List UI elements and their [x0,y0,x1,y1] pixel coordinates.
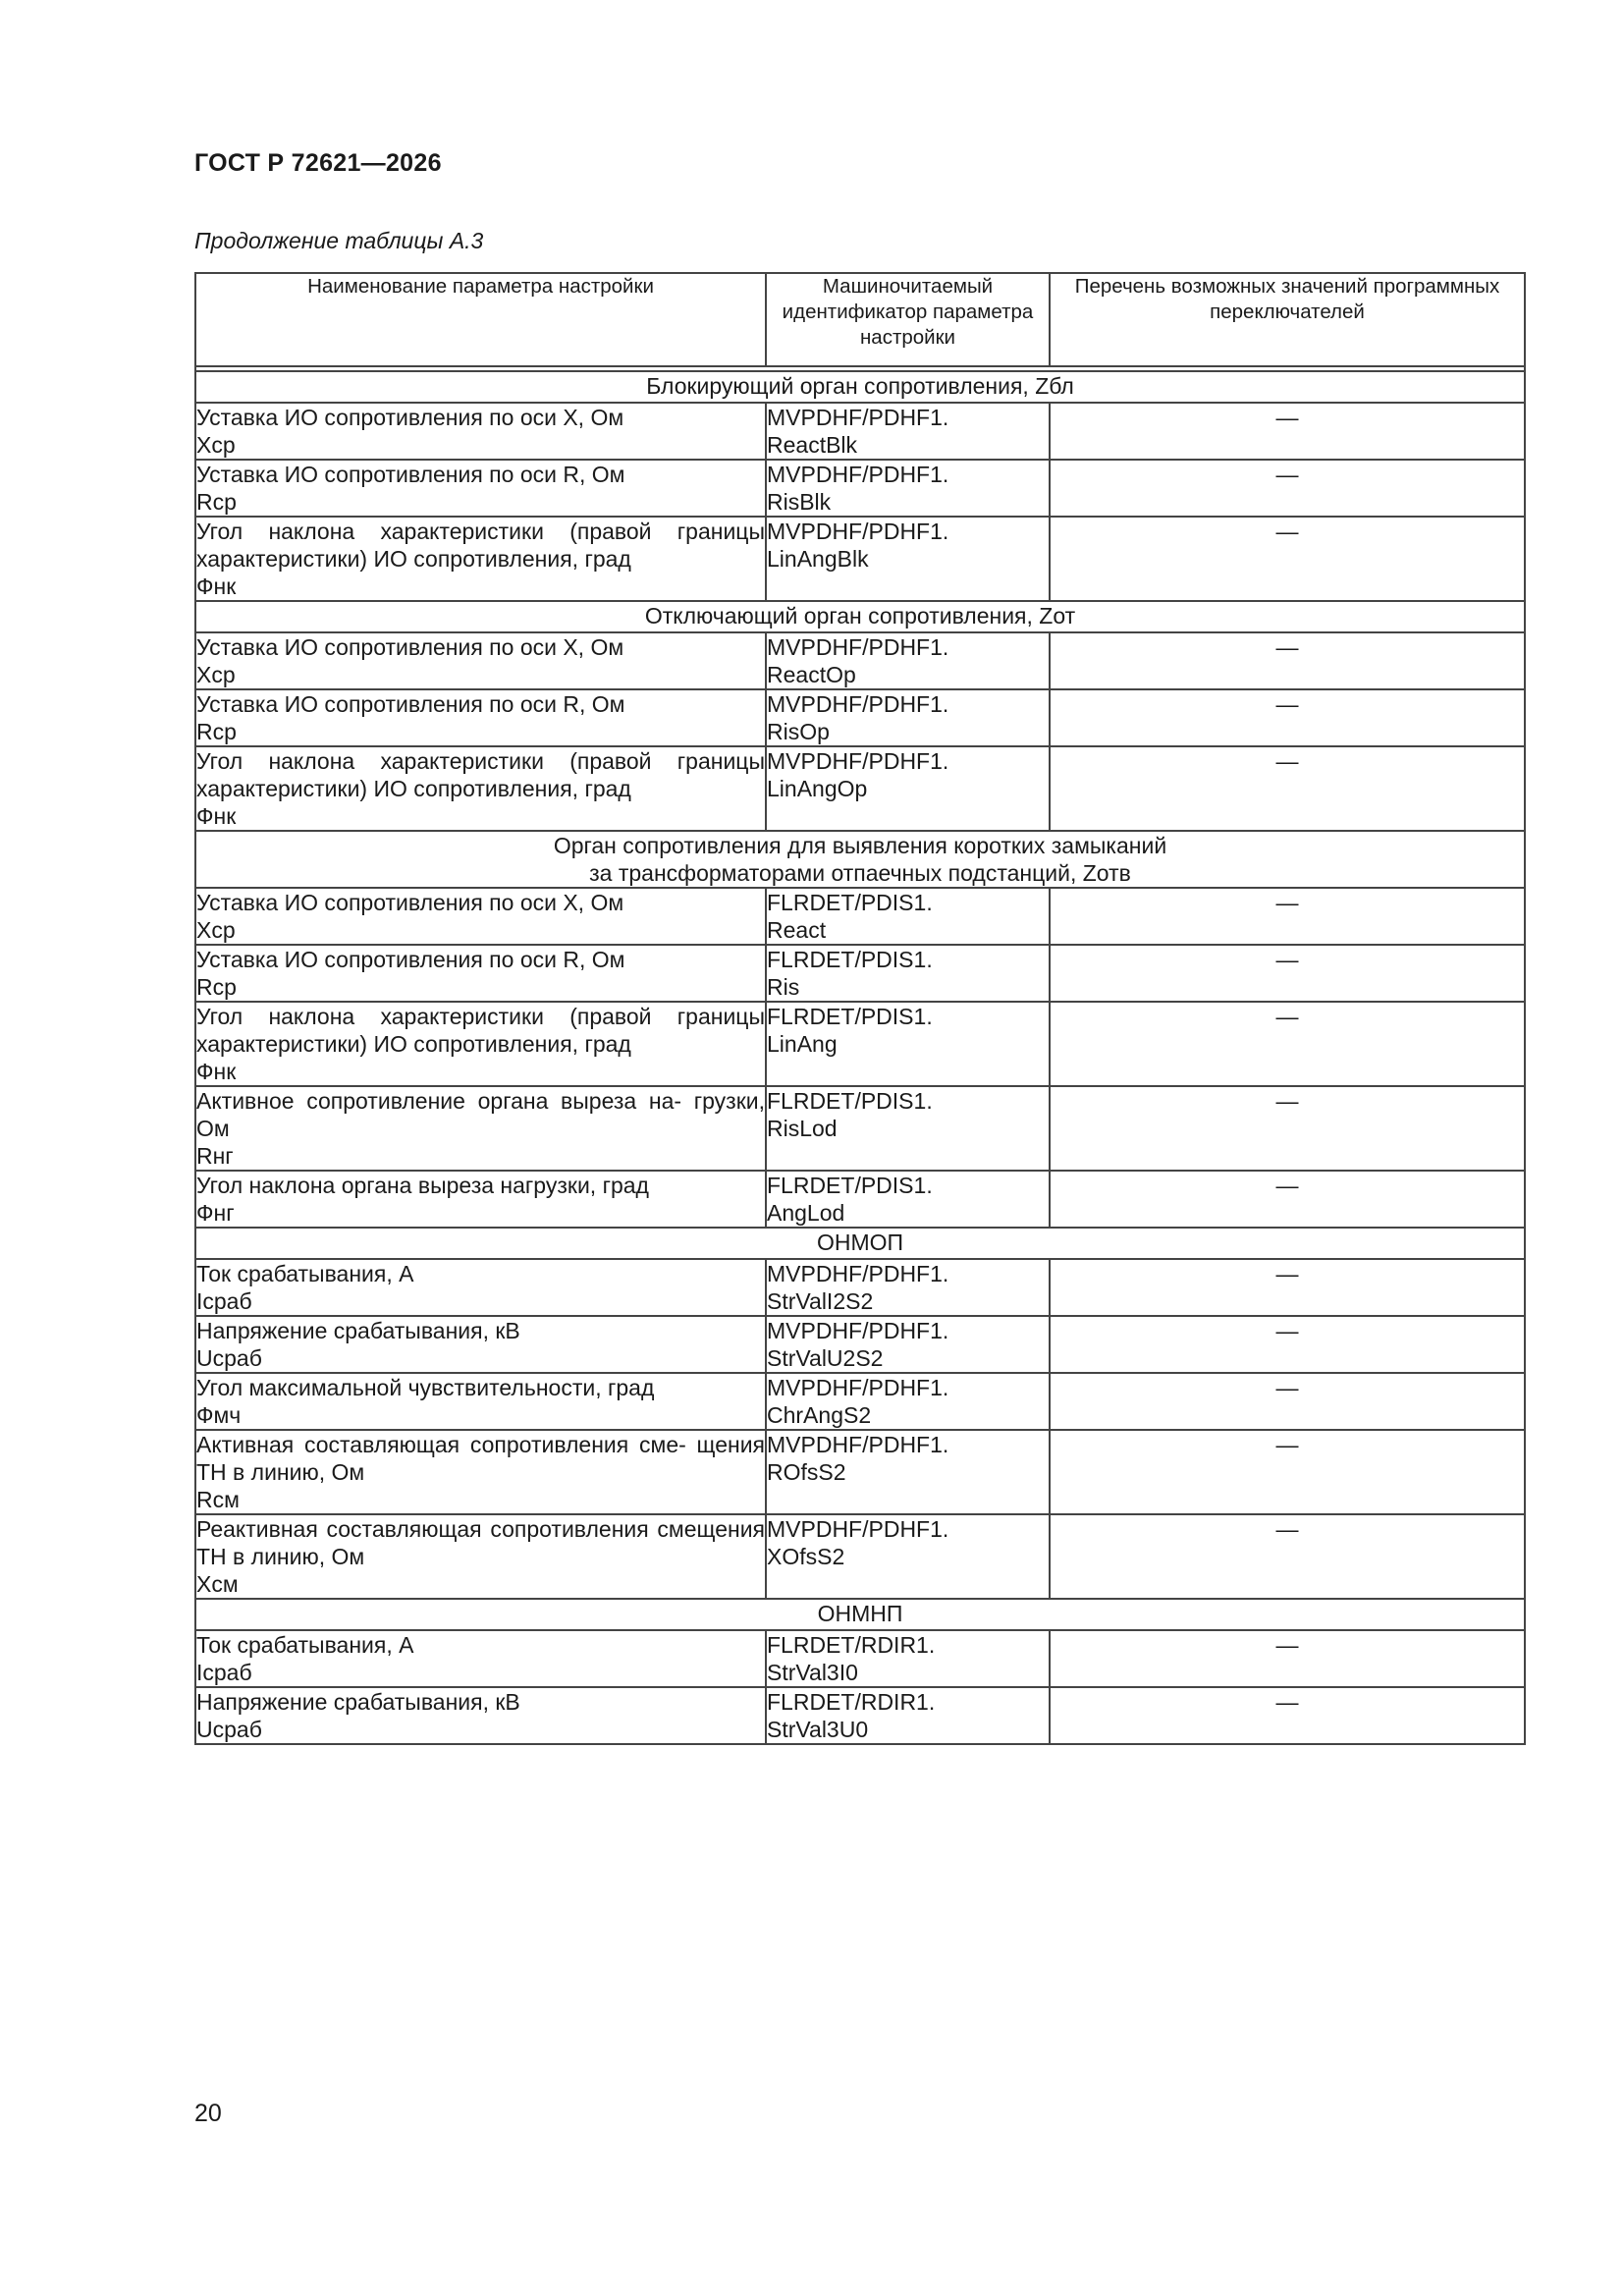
parameter-name-cell [195,689,766,746]
parameter-symbol: Rср [196,974,237,1000]
parameter-symbol: Uсраб [196,1345,262,1371]
section-row [195,601,1525,632]
parameter-name-cell [195,403,766,460]
parameter-name: Уставка ИО сопротивления по оси X, Ом [196,890,624,915]
parameter-symbol: Фнк [196,1059,237,1084]
identifier-attribute: ROfsS2 [767,1459,846,1485]
parameter-name-cell [195,517,766,601]
parameter-name: Уставка ИО сопротивления по оси X, Ом [196,405,624,430]
parameter-name: Напряжение срабатывания, кВ [196,1318,520,1343]
values-cell: — [1050,1373,1525,1430]
identifier-cell [766,1086,1050,1171]
table-row [195,632,1525,689]
table-row [195,403,1525,460]
identifier-attribute: StrValU2S2 [767,1345,884,1371]
section-title-line-2: за трансформаторами отпаечных подстанций, Zотв [589,860,1131,886]
parameter-name-cell [195,1514,766,1599]
values-cell: — [1050,1086,1525,1171]
parameter-name-cell [195,1086,766,1171]
parameter-symbol: Iсраб [196,1660,252,1685]
parameter-name: Угол наклона органа выреза нагрузки, град [196,1173,649,1198]
parameter-name-cell [195,460,766,517]
values-cell: — [1050,1514,1525,1599]
parameter-name: Уставка ИО сопротивления по оси R, Ом [196,462,625,487]
section-row [195,371,1525,403]
parameter-name: Уставка ИО сопротивления по оси R, Ом [196,691,625,717]
values-cell: — [1050,1630,1525,1687]
parameter-name: Напряжение срабатывания, кВ [196,1689,520,1715]
parameter-name: Угол наклона характеристики (правой границы характеристики) ИО сопротивления, град [196,748,765,801]
table-header-row [195,273,1525,366]
table-caption: Продолжение таблицы А.3 [194,228,484,253]
identifier-node: FLRDET/PDIS1. [767,1173,933,1198]
table-row [195,1259,1525,1316]
identifier-node: MVPDHF/PDHF1. [767,462,949,487]
values-cell: — [1050,403,1525,460]
identifier-attribute: XOfsS2 [767,1544,845,1569]
identifier-node: MVPDHF/PDHF1. [767,1516,949,1542]
parameter-name-cell [195,1430,766,1514]
section-title [195,371,1525,403]
parameter-name: Активное сопротивление органа выреза на- грузки, Ом [196,1088,765,1141]
column-header-identifier: Машиночитаемый идентификатор параметра настройки [766,273,1050,366]
identifier-attribute: ReactBlk [767,432,858,458]
parameter-name-cell [195,1687,766,1744]
section-title-line: Отключающий орган сопротивления, Zот [644,603,1076,629]
table-row [195,689,1525,746]
identifier-node: MVPDHF/PDHF1. [767,1318,949,1343]
identifier-node: MVPDHF/PDHF1. [767,691,949,717]
parameter-symbol: Rср [196,489,237,515]
values-cell: — [1050,1171,1525,1228]
identifier-cell [766,1171,1050,1228]
parameter-name-cell [195,632,766,689]
identifier-attribute: ReactOp [767,662,856,687]
identifier-attribute: RisBlk [767,489,832,515]
document-title: ГОСТ Р 72621—2026 [194,149,442,177]
identifier-cell [766,1259,1050,1316]
table-row [195,746,1525,831]
identifier-attribute: RisOp [767,719,830,744]
values-cell: — [1050,1687,1525,1744]
parameter-name: Уставка ИО сопротивления по оси R, Ом [196,947,625,972]
identifier-node: FLRDET/RDIR1. [767,1632,936,1658]
parameter-name-cell [195,1171,766,1228]
table-row [195,517,1525,601]
parameter-symbol: Xср [196,917,236,943]
table-row [195,1086,1525,1171]
table-row [195,460,1525,517]
values-cell: — [1050,689,1525,746]
table-row [195,945,1525,1002]
identifier-attribute: LinAngBlk [767,546,869,572]
identifier-attribute: React [767,917,827,943]
section-row [195,1599,1525,1630]
identifier-node: MVPDHF/PDHF1. [767,405,949,430]
section-title-line: ОНМОП [816,1230,904,1255]
identifier-attribute: StrValI2S2 [767,1288,874,1314]
values-cell: — [1050,945,1525,1002]
identifier-attribute: ChrAngS2 [767,1402,872,1428]
parameter-symbol: Xсм [196,1571,239,1597]
parameter-symbol: Rсм [196,1487,240,1512]
values-cell: — [1050,517,1525,601]
identifier-cell [766,1002,1050,1086]
parameter-name: Активная составляющая сопротивления сме- щения ТН в линию, Ом [196,1432,765,1485]
identifier-node: FLRDET/PDIS1. [767,947,933,972]
identifier-node: FLRDET/PDIS1. [767,1004,933,1029]
parameter-name-cell [195,945,766,1002]
parameter-name-cell [195,1259,766,1316]
identifier-cell [766,888,1050,945]
parameter-name-cell [195,1002,766,1086]
identifier-cell [766,1373,1050,1430]
parameter-name: Реактивная составляющая сопротивления смещения ТН в линию, Ом [196,1516,765,1569]
parameter-name: Ток срабатывания, А [196,1632,414,1658]
parameter-name: Угол наклона характеристики (правой границы характеристики) ИО сопротивления, град [196,519,765,572]
identifier-cell [766,689,1050,746]
identifier-attribute: StrVal3U0 [767,1717,869,1742]
parameter-name: Угол наклона характеристики (правой границы характеристики) ИО сопротивления, град [196,1004,765,1057]
identifier-cell [766,403,1050,460]
parameter-symbol: Iсраб [196,1288,252,1314]
identifier-cell [766,1430,1050,1514]
values-cell: — [1050,1002,1525,1086]
column-header-name: Наименование параметра настройки [195,273,766,366]
parameter-name-cell [195,888,766,945]
section-title-line: Орган сопротивления для выявления коротких замыканий [553,833,1167,858]
identifier-cell [766,460,1050,517]
identifier-node: MVPDHF/PDHF1. [767,1261,949,1286]
parameter-name-cell [195,746,766,831]
table-row [195,1514,1525,1599]
parameter-symbol: Фмч [196,1402,242,1428]
identifier-cell [766,746,1050,831]
parameter-symbol: Uсраб [196,1717,262,1742]
identifier-node: FLRDET/PDIS1. [767,1088,933,1114]
identifier-attribute: LinAng [767,1031,838,1057]
identifier-attribute: LinAngOp [767,776,868,801]
values-cell: — [1050,888,1525,945]
identifier-node: FLRDET/PDIS1. [767,890,933,915]
identifier-cell [766,945,1050,1002]
table-row [195,1002,1525,1086]
table-row [195,1630,1525,1687]
section-title-line: Блокирующий орган сопротивления, Zбл [646,373,1074,399]
parameter-symbol: Фнк [196,574,237,599]
identifier-cell [766,1316,1050,1373]
parameter-symbol: Rср [196,719,237,744]
parameter-symbol: Xср [196,662,236,687]
section-row [195,831,1525,888]
identifier-node: MVPDHF/PDHF1. [767,519,949,544]
identifier-attribute: RisLod [767,1116,838,1141]
values-cell: — [1050,632,1525,689]
identifier-node: FLRDET/RDIR1. [767,1689,936,1715]
values-cell: — [1050,460,1525,517]
parameter-symbol: Фнг [196,1200,235,1226]
identifier-attribute: StrVal3I0 [767,1660,858,1685]
parameter-name-cell [195,1630,766,1687]
identifier-node: MVPDHF/PDHF1. [767,1375,949,1400]
identifier-node: MVPDHF/PDHF1. [767,634,949,660]
parameter-name-cell [195,1316,766,1373]
table-row [195,1171,1525,1228]
parameter-name: Уставка ИО сопротивления по оси X, Ом [196,634,624,660]
values-cell: — [1050,746,1525,831]
parameter-name-cell [195,1373,766,1430]
table-row [195,1316,1525,1373]
identifier-cell [766,1514,1050,1599]
values-cell: — [1050,1430,1525,1514]
parameter-name: Угол максимальной чувствительности, град [196,1375,655,1400]
section-title [195,831,1525,888]
column-header-values: Перечень возможных значений программных переключателей [1050,273,1525,366]
section-title [195,1599,1525,1630]
parameter-symbol: Rнг [196,1143,234,1169]
identifier-cell [766,517,1050,601]
parameter-name: Ток срабатывания, А [196,1261,414,1286]
table-row [195,1687,1525,1744]
page-number: 20 [194,2100,222,2127]
identifier-attribute: AngLod [767,1200,845,1226]
table-row [195,1373,1525,1430]
values-cell: — [1050,1259,1525,1316]
section-title [195,601,1525,632]
identifier-cell [766,1630,1050,1687]
section-title [195,1228,1525,1259]
values-cell: — [1050,1316,1525,1373]
parameter-table [194,272,1526,1745]
identifier-node: MVPDHF/PDHF1. [767,1432,949,1457]
parameter-symbol: Xср [196,432,236,458]
table-row [195,1430,1525,1514]
section-row [195,1228,1525,1259]
section-title-line: ОНМНП [817,1601,903,1626]
identifier-node: MVPDHF/PDHF1. [767,748,949,774]
identifier-cell [766,1687,1050,1744]
table-row [195,888,1525,945]
parameter-symbol: Фнк [196,803,237,829]
identifier-attribute: Ris [767,974,800,1000]
identifier-cell [766,632,1050,689]
